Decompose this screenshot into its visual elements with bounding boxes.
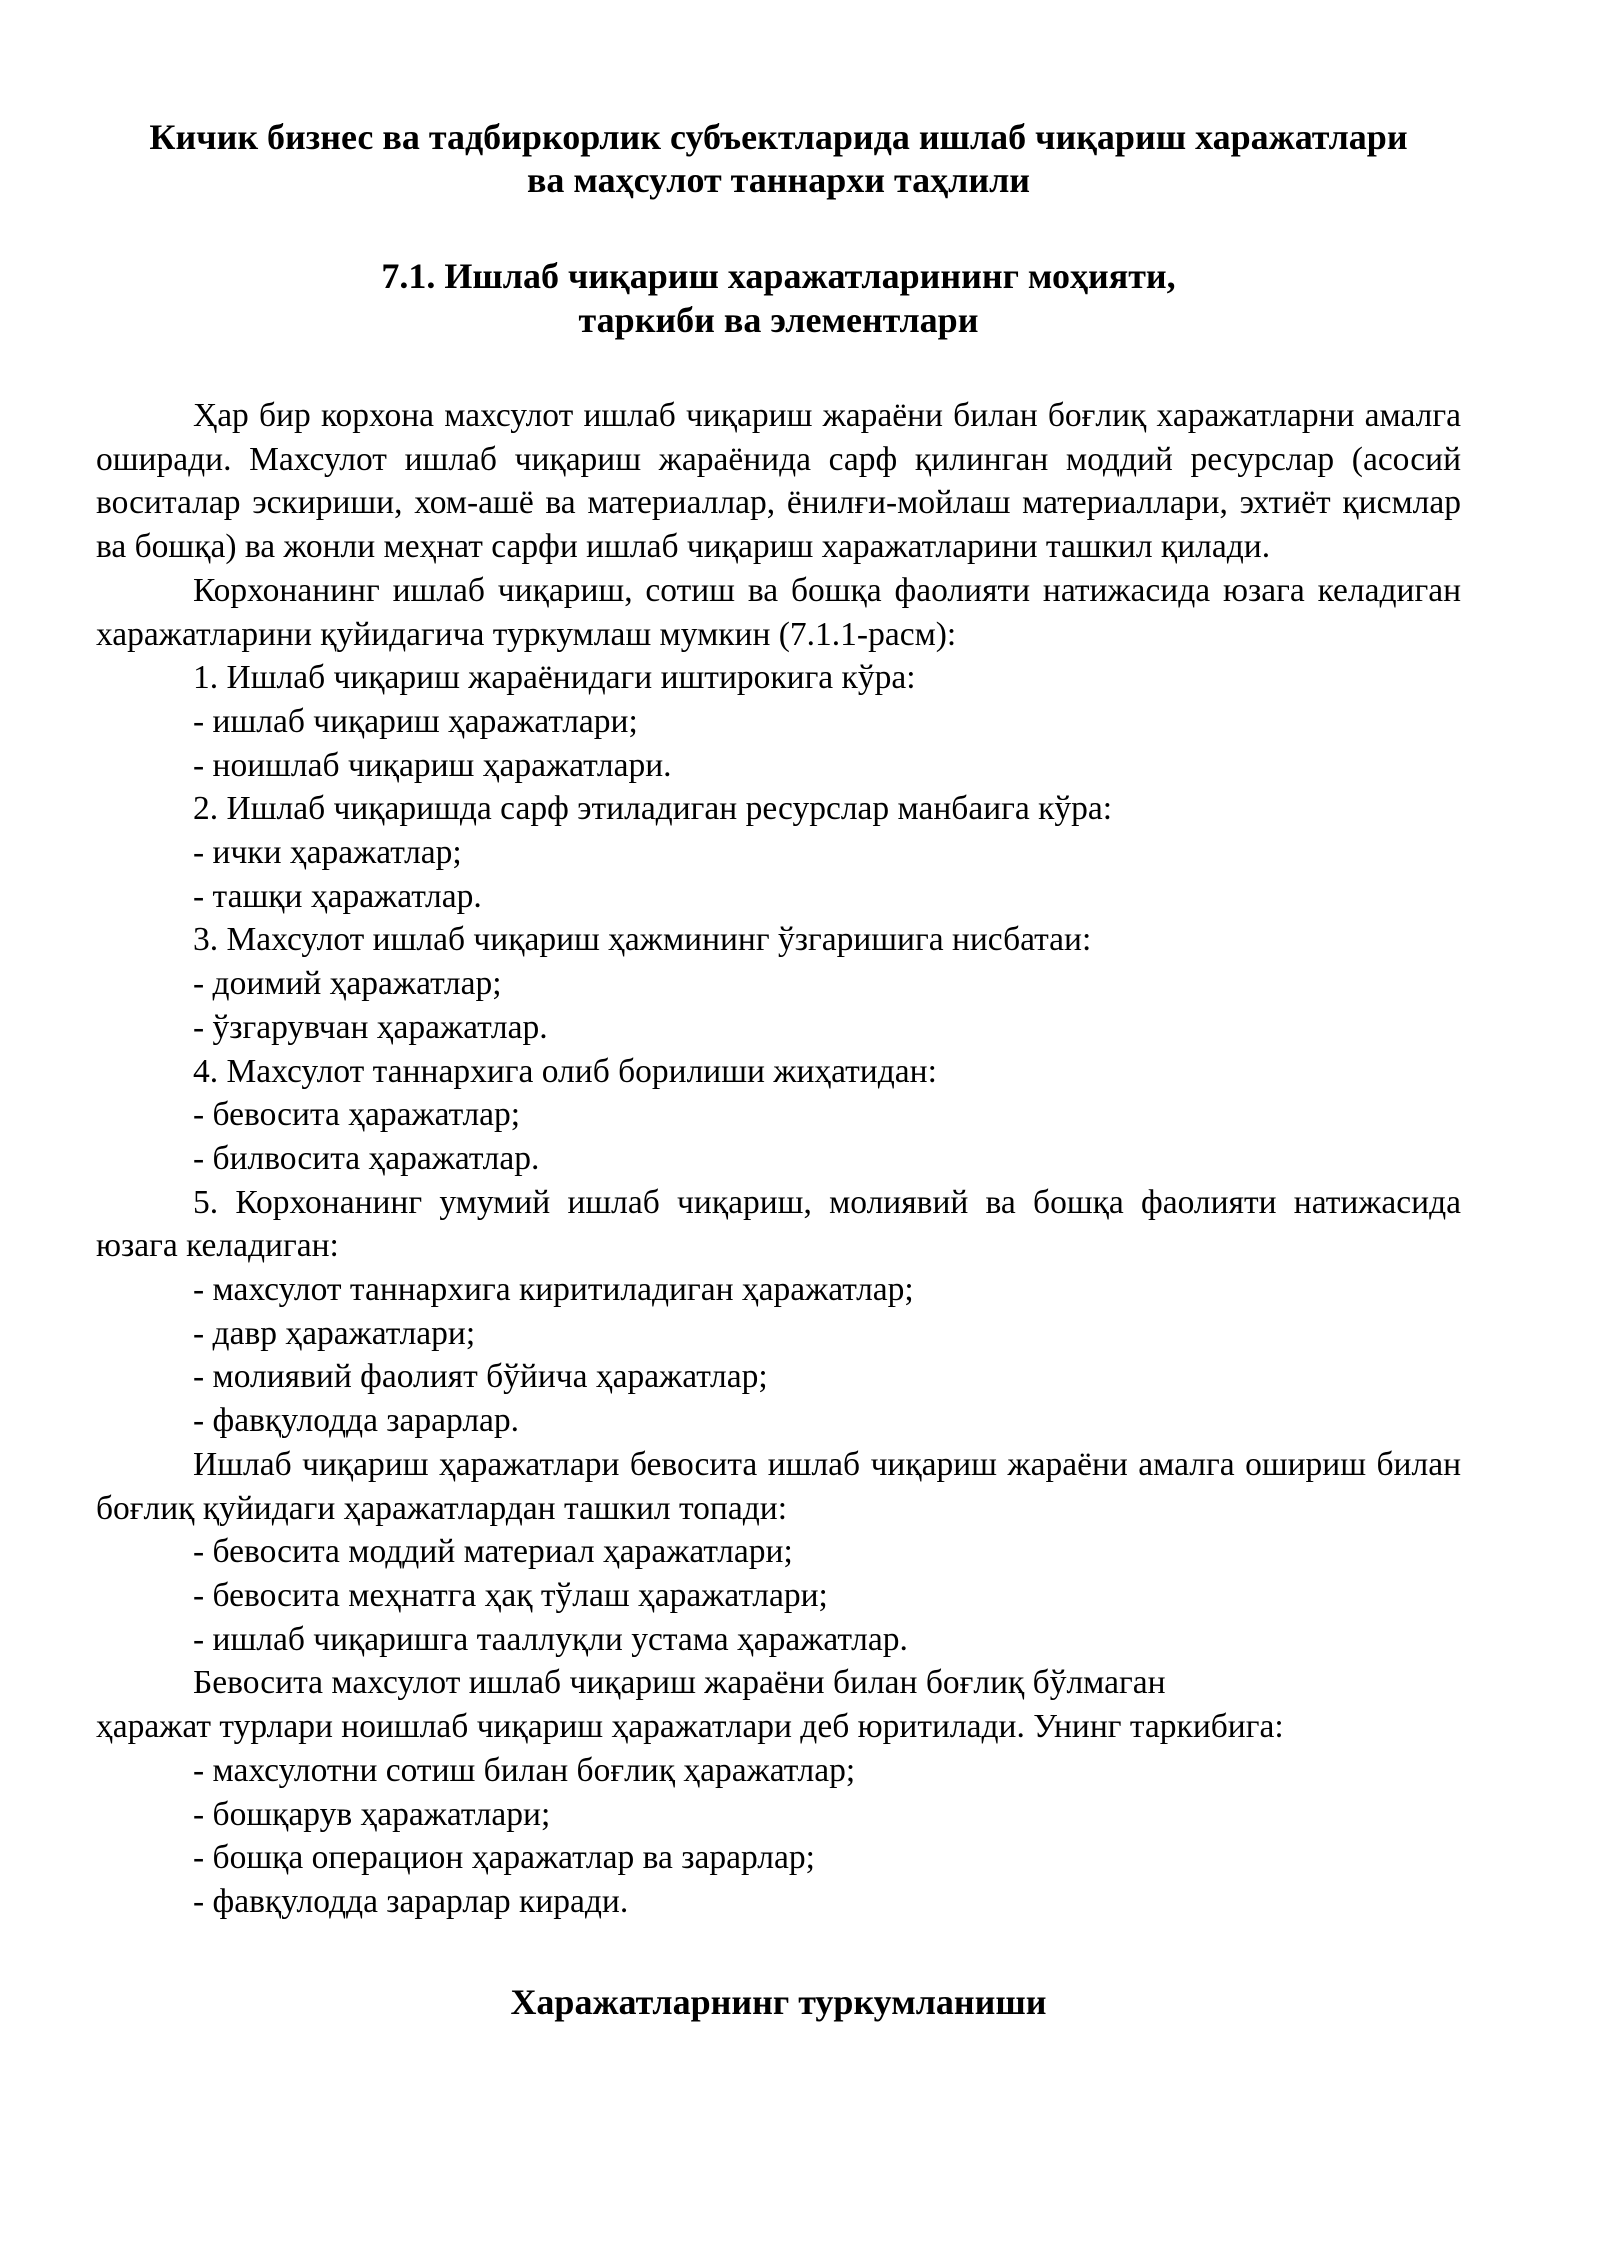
list-item: 1. Ишлаб чиқариш жараёнидаги иштирокига кўра: (193, 659, 916, 697)
list-item: - давр ҳаражатлари; (193, 1314, 476, 1352)
list-item: - ўзгарувчан ҳаражатлар. (193, 1008, 548, 1046)
list-item: - фавқулодда зарарлар. (193, 1402, 520, 1440)
list-item: - махсулот таннархига киритиладиган ҳаражатлар; (193, 1271, 914, 1309)
list-item: - ишлаб чиқариш ҳаражатлари; (193, 702, 638, 740)
section-title-line: таркиби ва элементлари (578, 300, 979, 340)
list-item: - махсулотни сотиш билан боғлиқ ҳаражатлар; (193, 1751, 856, 1789)
list-item: 4. Махсулот таннархига олиб борилиши жиҳатидан: (193, 1052, 937, 1090)
list-item: - бевосита меҳнатга ҳақ тўлаш ҳаражатлари; (193, 1576, 828, 1614)
list-item: - ички ҳаражатлар; (193, 834, 462, 872)
document-body (96, 394, 1461, 1924)
section-title-line: 7.1. Ишлаб чиқариш харажатларининг моҳияти, (381, 256, 1176, 296)
list-item: - фавқулодда зарарлар киради. (193, 1882, 629, 1920)
list-item: - бевосита ҳаражатлар; (193, 1096, 521, 1134)
document-title-line: Кичик бизнес ва тадбиркорлик субъектларида ишлаб чиқариш харажатлари (149, 117, 1408, 157)
classification-heading: Харажатларнинг туркумланиши (510, 1981, 1047, 2022)
list-item: - молиявий фаолият бўйича ҳаражатлар; (193, 1358, 768, 1396)
list-item: - доимий ҳаражатлар; (193, 965, 502, 1003)
list-item: - билвосита ҳаражатлар. (193, 1139, 540, 1177)
document-page (96, 116, 1461, 2024)
document-title (96, 116, 1461, 202)
list-item: 3. Махсулот ишлаб чиқариш ҳажмининг ўзгаришига нисбатаи: (193, 921, 1092, 959)
list-item: 2. Ишлаб чиқаришда сарф этиладиган ресурслар манбаига кўра: (193, 790, 1113, 828)
list-item: - бошқарув ҳаражатлари; (193, 1795, 551, 1833)
list-item: - бошқа операцион ҳаражатлар ва зарарлар; (193, 1839, 815, 1877)
section-title (96, 254, 1461, 342)
list-item: - ташқи ҳаражатлар. (193, 877, 482, 915)
paragraph: 5. Корхонанинг умумий ишлаб чиқариш, молиявий ва бошқа фаолияти натижасида юзага келадиган: (96, 1183, 1461, 1265)
document-title-line: ва маҳсулот таннархи таҳлили (526, 160, 1031, 200)
list-item: Бевосита махсулот ишлаб чиқариш жараёни билан боғлиқ бўлмаган (193, 1664, 1166, 1702)
paragraph: Ишлаб чиқариш ҳаражатлари бевосита ишлаб чиқариш жараёни амалга ошириш билан боғлиқ қуйидаги ҳаражатлардан ташкил топади: (96, 1445, 1461, 1527)
paragraph: ҳаражат турлари ноишлаб чиқариш ҳаражатлари деб юритилади. Унинг таркибига: (96, 1708, 1284, 1746)
paragraph: Корхонанинг ишлаб чиқариш, сотиш ва бошқа фаолияти натижасида юзага келадиган харажатларини қуйидагича туркумлаш мумкин (7.1.1-расм): (96, 571, 1461, 653)
list-item: - ишлаб чиқаришга тааллуқли устама ҳаражатлар. (193, 1620, 908, 1658)
list-item: - ноишлаб чиқариш ҳаражатлари. (193, 746, 672, 784)
paragraph: Ҳар бир корхона махсулот ишлаб чиқариш жараёни билан боғлиқ харажатларни амалга оширади. Махсулот ишлаб чиқариш жараёнида сарф қилинган моддий ресурслар (асосий воситалар эскириши, хом-ашё ва материаллар, ёнилғи-мойлаш материаллари, эхтиёт қисмлар ва бошқа) ва жонли меҳнат сарфи ишлаб чиқариш харажатларини ташкил қилади. (96, 397, 1461, 566)
list-item: - бевосита моддий материал ҳаражатлари; (193, 1533, 793, 1571)
